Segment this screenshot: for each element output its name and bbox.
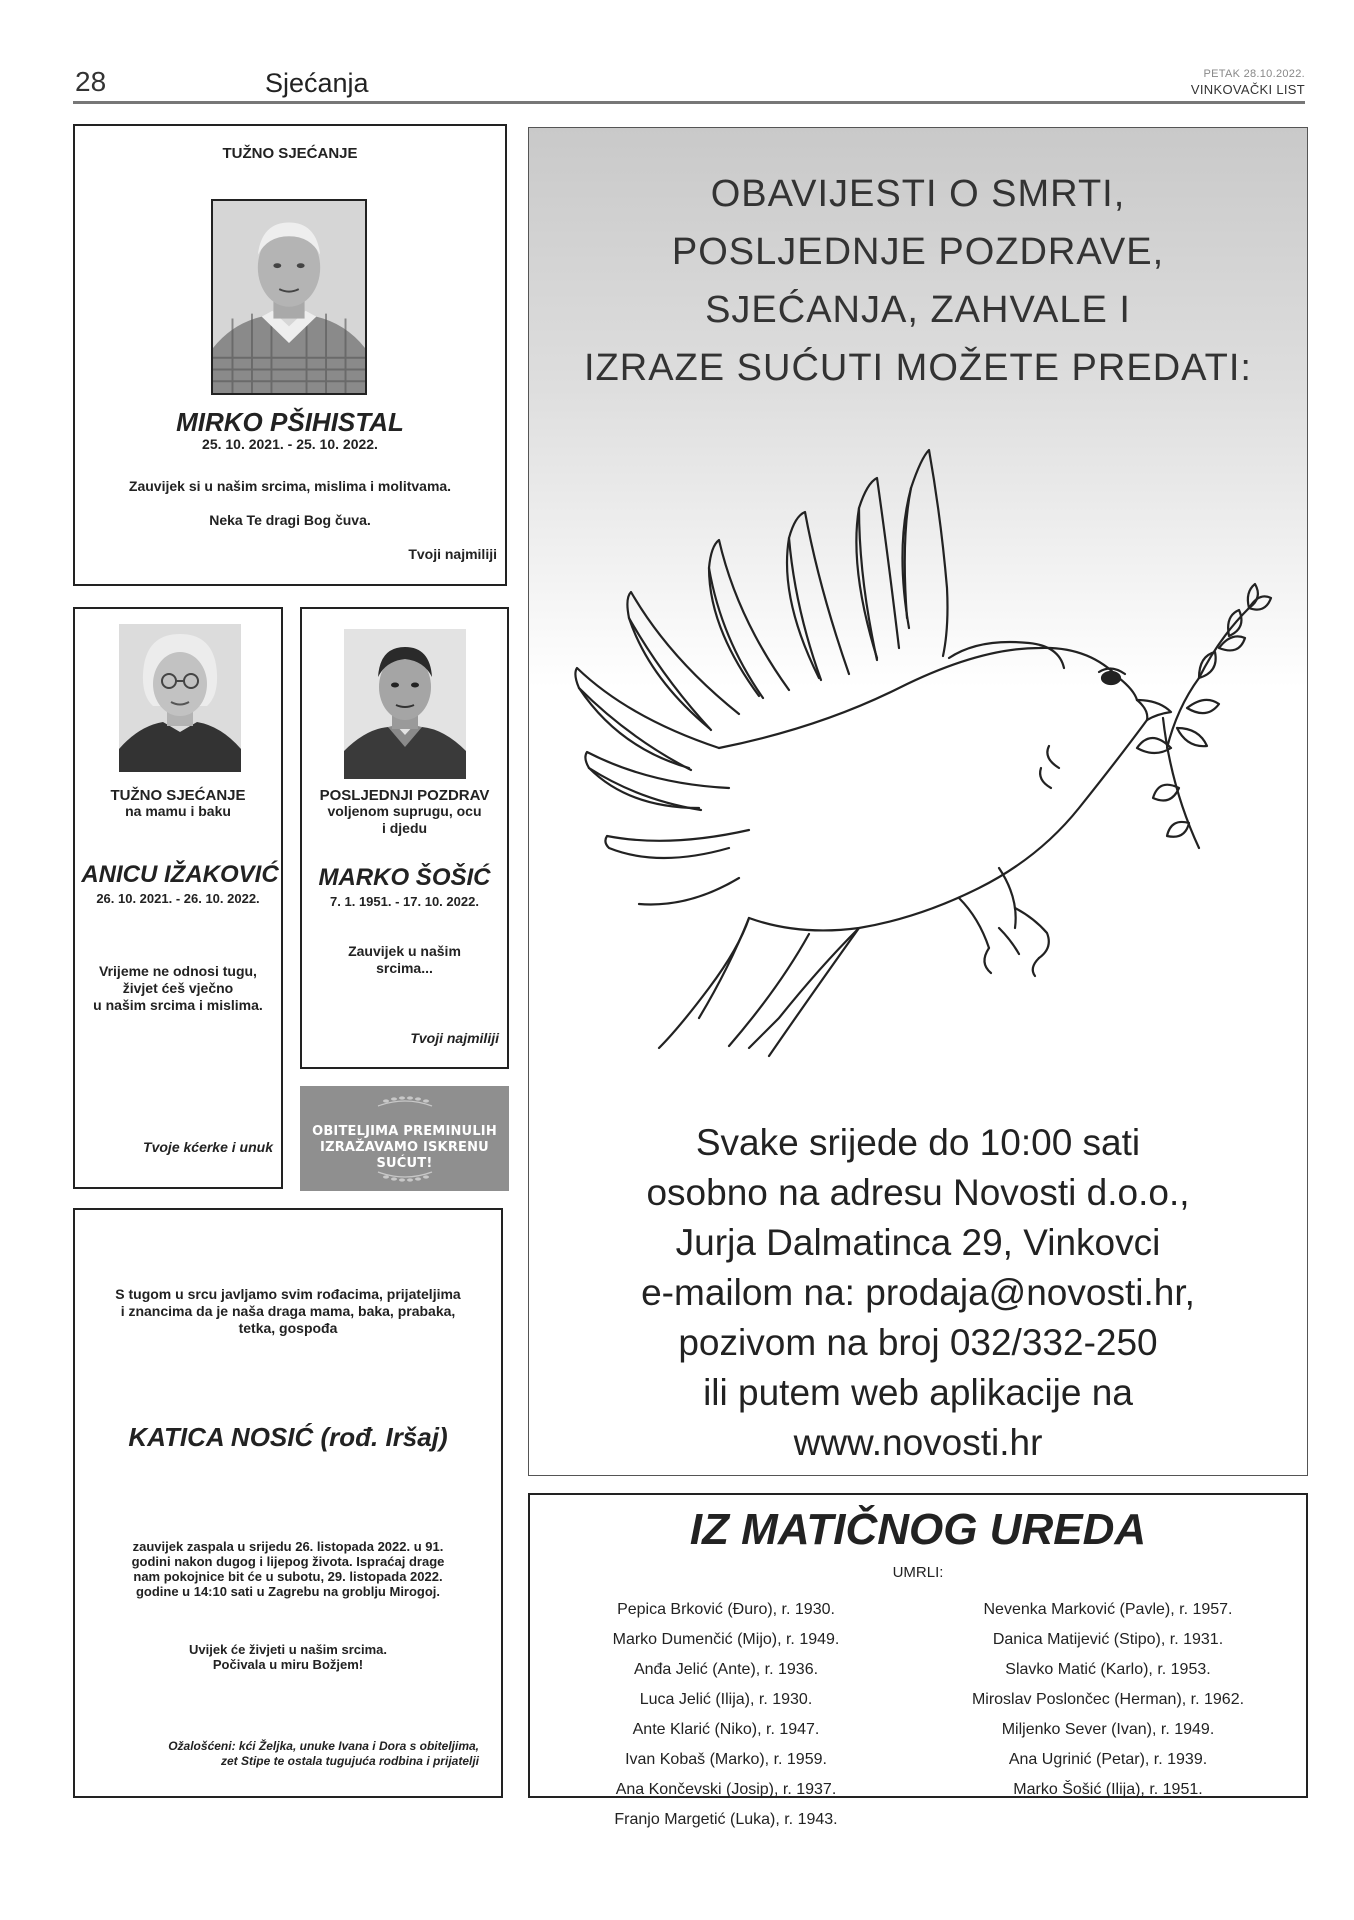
list-item: Ante Klarić (Niko), r. 1947.	[632, 1721, 820, 1738]
list-item: Ana Končevski (Josip), r. 1937.	[615, 1781, 837, 1798]
deceased-name: MIRKO PŠIHISTAL	[176, 407, 404, 437]
portrait-photo	[344, 629, 466, 779]
list-item: Ivan Kobaš (Marko), r. 1959.	[625, 1751, 827, 1768]
deceased-dates: 7. 1. 1951. - 17. 10. 2022.	[330, 894, 479, 909]
notice-anica-izakovic	[73, 607, 283, 1189]
list-item: Franjo Margetić (Luka), r. 1943.	[614, 1811, 838, 1828]
notice-heading: POSLJEDNJI POZDRAV	[319, 787, 490, 804]
registry-office-panel	[528, 1493, 1308, 1828]
death-announcement-intro: S tugom u srcu javljamo svim rođacima, prijateljima i znancima da je naša draga mama, baka, prabaka, tetka, gospođa	[115, 1286, 461, 1336]
mourners: Ožalošćeni: kći Željka, unuke Ivana i Dora s obiteljima, zet Stipe te ostala tugujuća rodbina i prijatelji	[168, 1739, 479, 1768]
list-item: Anđa Jelić (Ante), r. 1936.	[633, 1661, 819, 1678]
list-item: Miroslav Poslončec (Herman), r. 1962.	[971, 1691, 1245, 1708]
memorial-text: Zauvijek si u našim srcima, mislima i molitvama.	[128, 478, 452, 494]
newspaper-name: VINKOVAČKI LIST	[1190, 82, 1305, 97]
portrait-photo	[119, 624, 241, 772]
memorial-text: Neka Te dragi Bog čuva.	[209, 512, 371, 528]
page-number: 28	[75, 66, 107, 97]
condolence-banner	[300, 1086, 509, 1191]
issue-date: PETAK 28.10.2022.	[1203, 68, 1305, 80]
deceased-name: KATICA NOSIĆ (rođ. Iršaj)	[128, 1422, 448, 1452]
list-item: Marko Šošić (Ilija), r. 1951.	[1013, 1781, 1203, 1798]
deceased-dates: 26. 10. 2021. - 26. 10. 2022.	[96, 891, 260, 906]
memorial-text: Zauvijek u našim srcima...	[348, 943, 461, 976]
funeral-details: zauvijek zaspala u srijedu 26. listopada 2022. u 91. godini nakon dugog i lijepog života. Ispraćaj drage nam pokojnice bit će u subotu, 29. listopada 2022. godine u 14:10 sati u Zagrebu na groblju Mirogoj.	[131, 1539, 445, 1599]
deceased-dates: 25. 10. 2021. - 25. 10. 2022.	[202, 436, 378, 452]
notice-mirko-psihistal	[73, 124, 507, 586]
list-item: Pepica Brković (Đuro), r. 1930.	[617, 1601, 835, 1618]
dove-illustration	[559, 428, 1279, 1108]
deceased-name: ANICU IŽAKOVIĆ	[81, 861, 279, 888]
laurel-ornament-bottom	[374, 1166, 436, 1186]
deceased-name: MARKO ŠOŠIĆ	[318, 864, 491, 891]
list-item: Nevenka Marković (Pavle), r. 1957.	[983, 1601, 1233, 1618]
notice-katica-nosic	[73, 1208, 503, 1798]
memorial-text: Vrijeme ne odnosi tugu, živjet ćeš vječno u našim srcima i mislima.	[93, 963, 263, 1013]
notice-subheading: na mamu i baku	[125, 803, 231, 819]
list-item: Ana Ugrinić (Petar), r. 1939.	[1008, 1751, 1208, 1768]
laurel-ornament-top	[374, 1092, 436, 1112]
section-title: Sjećanja	[265, 68, 369, 98]
deceased-list-left	[546, 1595, 906, 1835]
header-rule	[73, 101, 1305, 104]
notice-subheading: voljenom suprugu, ocu i djedu	[327, 803, 482, 836]
signature: Tvoje kćerke i unuk	[143, 1139, 273, 1155]
portrait-photo	[211, 199, 367, 395]
signature: Tvoji najmiliji	[408, 546, 497, 562]
registry-subtitle: UMRLI:	[892, 1564, 944, 1581]
closing-text: Uvijek će živjeti u našim srcima. Počivala u miru Božjem!	[189, 1642, 387, 1672]
notice-marko-sosic	[300, 607, 509, 1069]
list-item: Miljenko Sever (Ivan), r. 1949.	[1001, 1721, 1215, 1738]
list-item: Marko Dumenčić (Mijo), r. 1949.	[612, 1631, 840, 1648]
deceased-list-right	[928, 1595, 1288, 1805]
condolence-text: OBITELJIMA PREMINULIH IZRAŽAVAMO ISKRENU SUĆUT!	[312, 1124, 497, 1171]
registry-title: IZ MATIČNOG UREDA	[689, 1505, 1147, 1554]
notice-heading: TUŽNO SJEĆANJE	[110, 787, 246, 804]
submission-info-panel	[528, 127, 1308, 1476]
signature: Tvoji najmiliji	[410, 1030, 499, 1046]
submission-title: OBAVIJESTI O SMRTI, POSLJEDNJE POZDRAVE, SJEĆANJA, ZAHVALE I IZRAZE SUĆUTI MOŽETE PREDATI:	[584, 173, 1252, 389]
list-item: Danica Matijević (Stipo), r. 1931.	[992, 1631, 1224, 1648]
list-item: Slavko Matić (Karlo), r. 1953.	[1005, 1661, 1211, 1678]
submission-details: Svake srijede do 10:00 sati osobno na adresu Novosti d.o.o., Jurja Dalmatinca 29, Vinkovci e-mailom na: prodaja@novosti.hr, pozivom na broj 032/332-250 ili putem web aplikacije na www.novosti.hr	[641, 1122, 1195, 1463]
notice-heading: TUŽNO SJEĆANJE	[222, 145, 358, 162]
list-item: Luca Jelić (Ilija), r. 1930.	[639, 1691, 813, 1708]
